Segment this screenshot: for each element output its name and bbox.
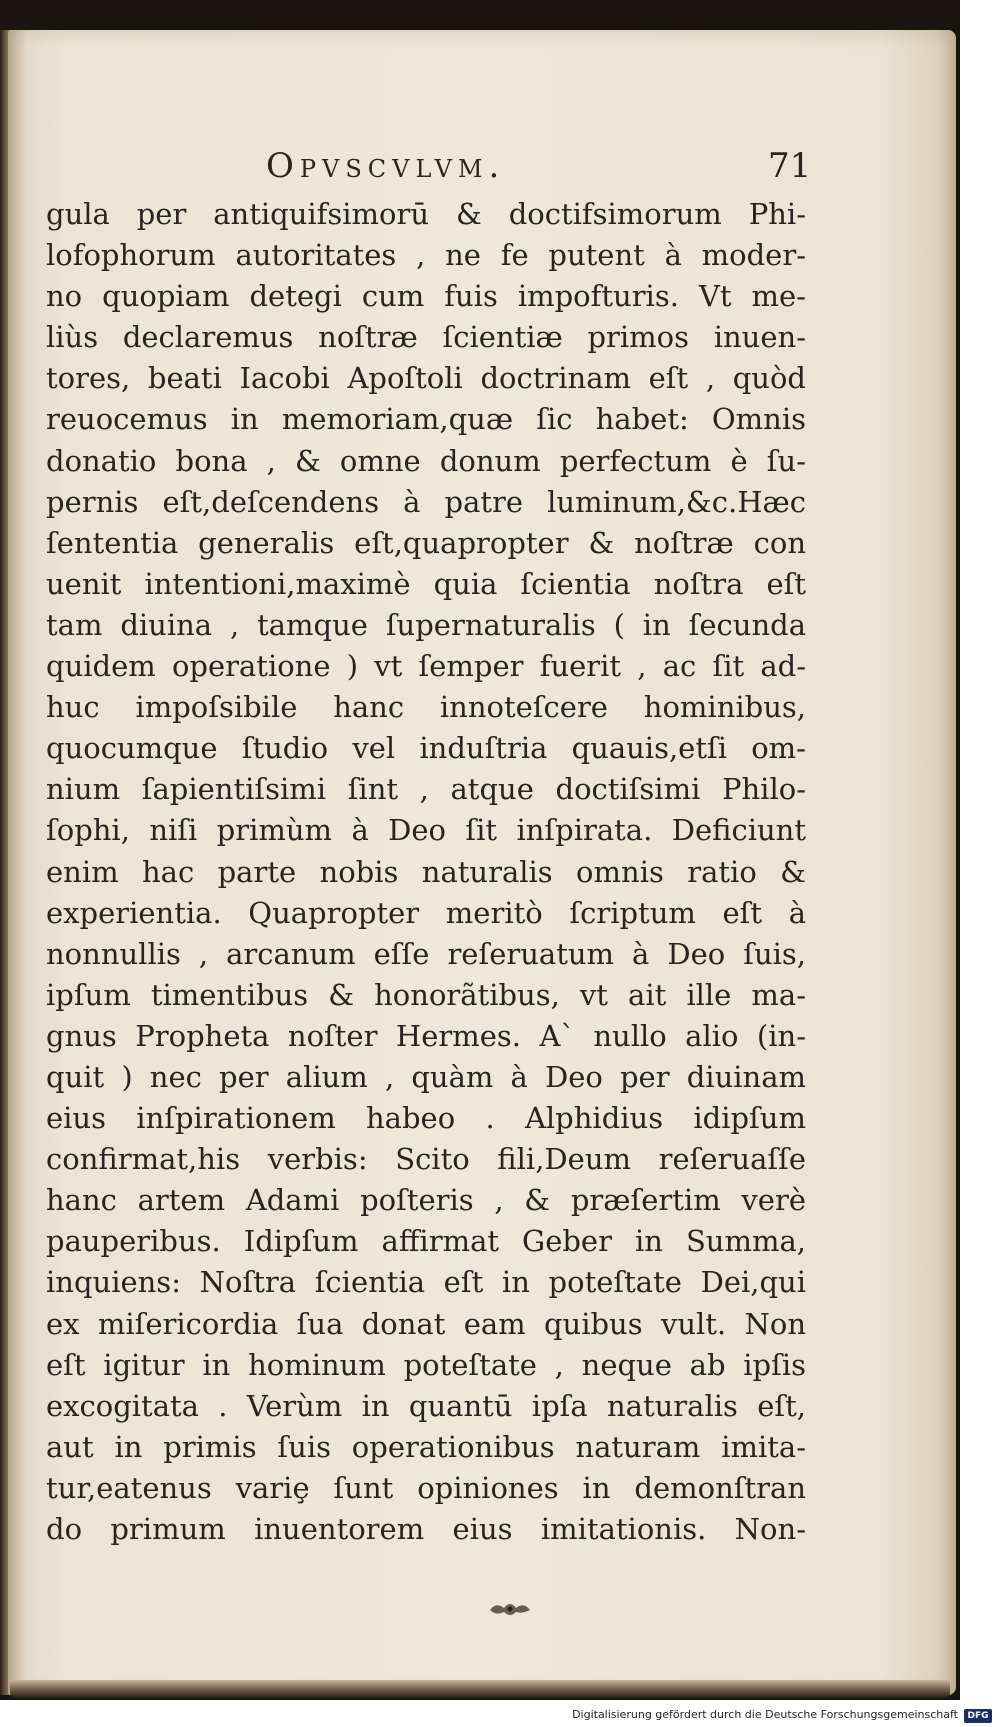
- text-line: enim hac parte nobis naturalis omnis ratio &: [46, 854, 806, 889]
- text-line: excogitata . Verùm in quantū ipſa naturalis eſt,: [46, 1388, 806, 1423]
- text-line: ſophi, niſi primùm à Deo ſit inſpirata. Deficiunt: [46, 813, 806, 848]
- text-line: quit ) nec per alium , quàm à Deo per diuinam: [46, 1059, 806, 1094]
- text-line: eſt igitur in hominum poteſtate , neque ab ipſis: [46, 1347, 806, 1382]
- digitization-credit: Digitalisierung gefördert durch die Deutsche Forschungsgemeinschaft: [572, 1708, 958, 1721]
- text-line: huc impoſsibile hanc innoteſcere hominibus,: [46, 690, 806, 725]
- text-line: liùs declaremus noſtræ ſcientiæ primos inuen-: [46, 320, 806, 355]
- text-line: reuocemus in memoriam,quæ ſic habet: Omnis: [46, 402, 806, 437]
- text-line: confirmat,his verbis: Scito fili,Deum reſeruaſſe: [46, 1142, 806, 1177]
- text-line: no quopiam detegi cum fuis impofturis. Vt me-: [46, 279, 806, 314]
- text-line: tam diuina , tamque ſupernaturalis ( in ſecunda: [46, 607, 806, 642]
- text-line: ex miſericordia ſua donat eam quibus vult. Non: [46, 1306, 806, 1341]
- text-line: gnus Propheta noſter Hermes. A` nullo alio (in-: [46, 1018, 806, 1053]
- text-line: uenit intentioni,maximè quia ſcientia noſtra eſt: [46, 566, 806, 601]
- printer-ornament-icon: [486, 1598, 534, 1620]
- text-line: gula per antiquifsimorū & doctifsimorum Phi-: [46, 197, 806, 231]
- text-line: aut in primis ſuis operationibus naturam imita-: [46, 1429, 806, 1464]
- text-line: nonnullis , arcanum eſſe reſeruatum à Deo ſuis,: [46, 936, 806, 971]
- text-line: quocumque ſtudio vel induſtria quauis,etſi om-: [46, 731, 806, 766]
- text-line: ſententia generalis eſt,quapropter & noſtræ con: [46, 525, 806, 560]
- text-line: ipſum timentibus & honorãtibus, vt ait ille ma-: [46, 977, 806, 1012]
- page-number: 71: [768, 146, 812, 186]
- running-title: Opvscvlvm.: [266, 146, 506, 186]
- dfg-logo: DFG: [964, 1709, 992, 1723]
- text-line: inquiens: Noſtra ſcientia eſt in poteſtate Dei,qui: [46, 1265, 806, 1300]
- book-page: [8, 30, 956, 1695]
- text-line: do primum inuentorem eius imitationis. Non-: [46, 1512, 806, 1546]
- text-line: donatio bona , & omne donum perfectum è ſu-: [46, 443, 806, 478]
- page-bottom-edge: [10, 1680, 950, 1698]
- text-line: tores, beati Iacobi Apoſtoli doctrinam eſt , quòd: [46, 361, 806, 396]
- text-line: experientia. Quapropter meritò ſcriptum eſt à: [46, 895, 806, 930]
- text-line: lofophorum autoritates , ne fe putent à moder-: [46, 238, 806, 273]
- page-header: [8, 146, 956, 196]
- text-line: hanc artem Adami poſteris , & præſertim verè: [46, 1183, 806, 1218]
- body-text: [46, 194, 806, 1550]
- text-line: pernis eſt,deſcendens à patre luminum,&c.Hæc: [46, 484, 806, 519]
- text-line: pauperibus. Idipſum affirmat Geber in Summa,: [46, 1224, 806, 1259]
- text-line: tur,eatenus variȩ ſunt opiniones in demonſtran: [46, 1470, 806, 1505]
- text-line: quidem operatione ) vt ſemper fuerit , ac ſit ad-: [46, 649, 806, 684]
- text-line: nium ſapientiſsimi ſint , atque doctiſsimi Philo-: [46, 772, 806, 807]
- text-line: eius inſpirationem habeo . Alphidius idipſum: [46, 1101, 806, 1136]
